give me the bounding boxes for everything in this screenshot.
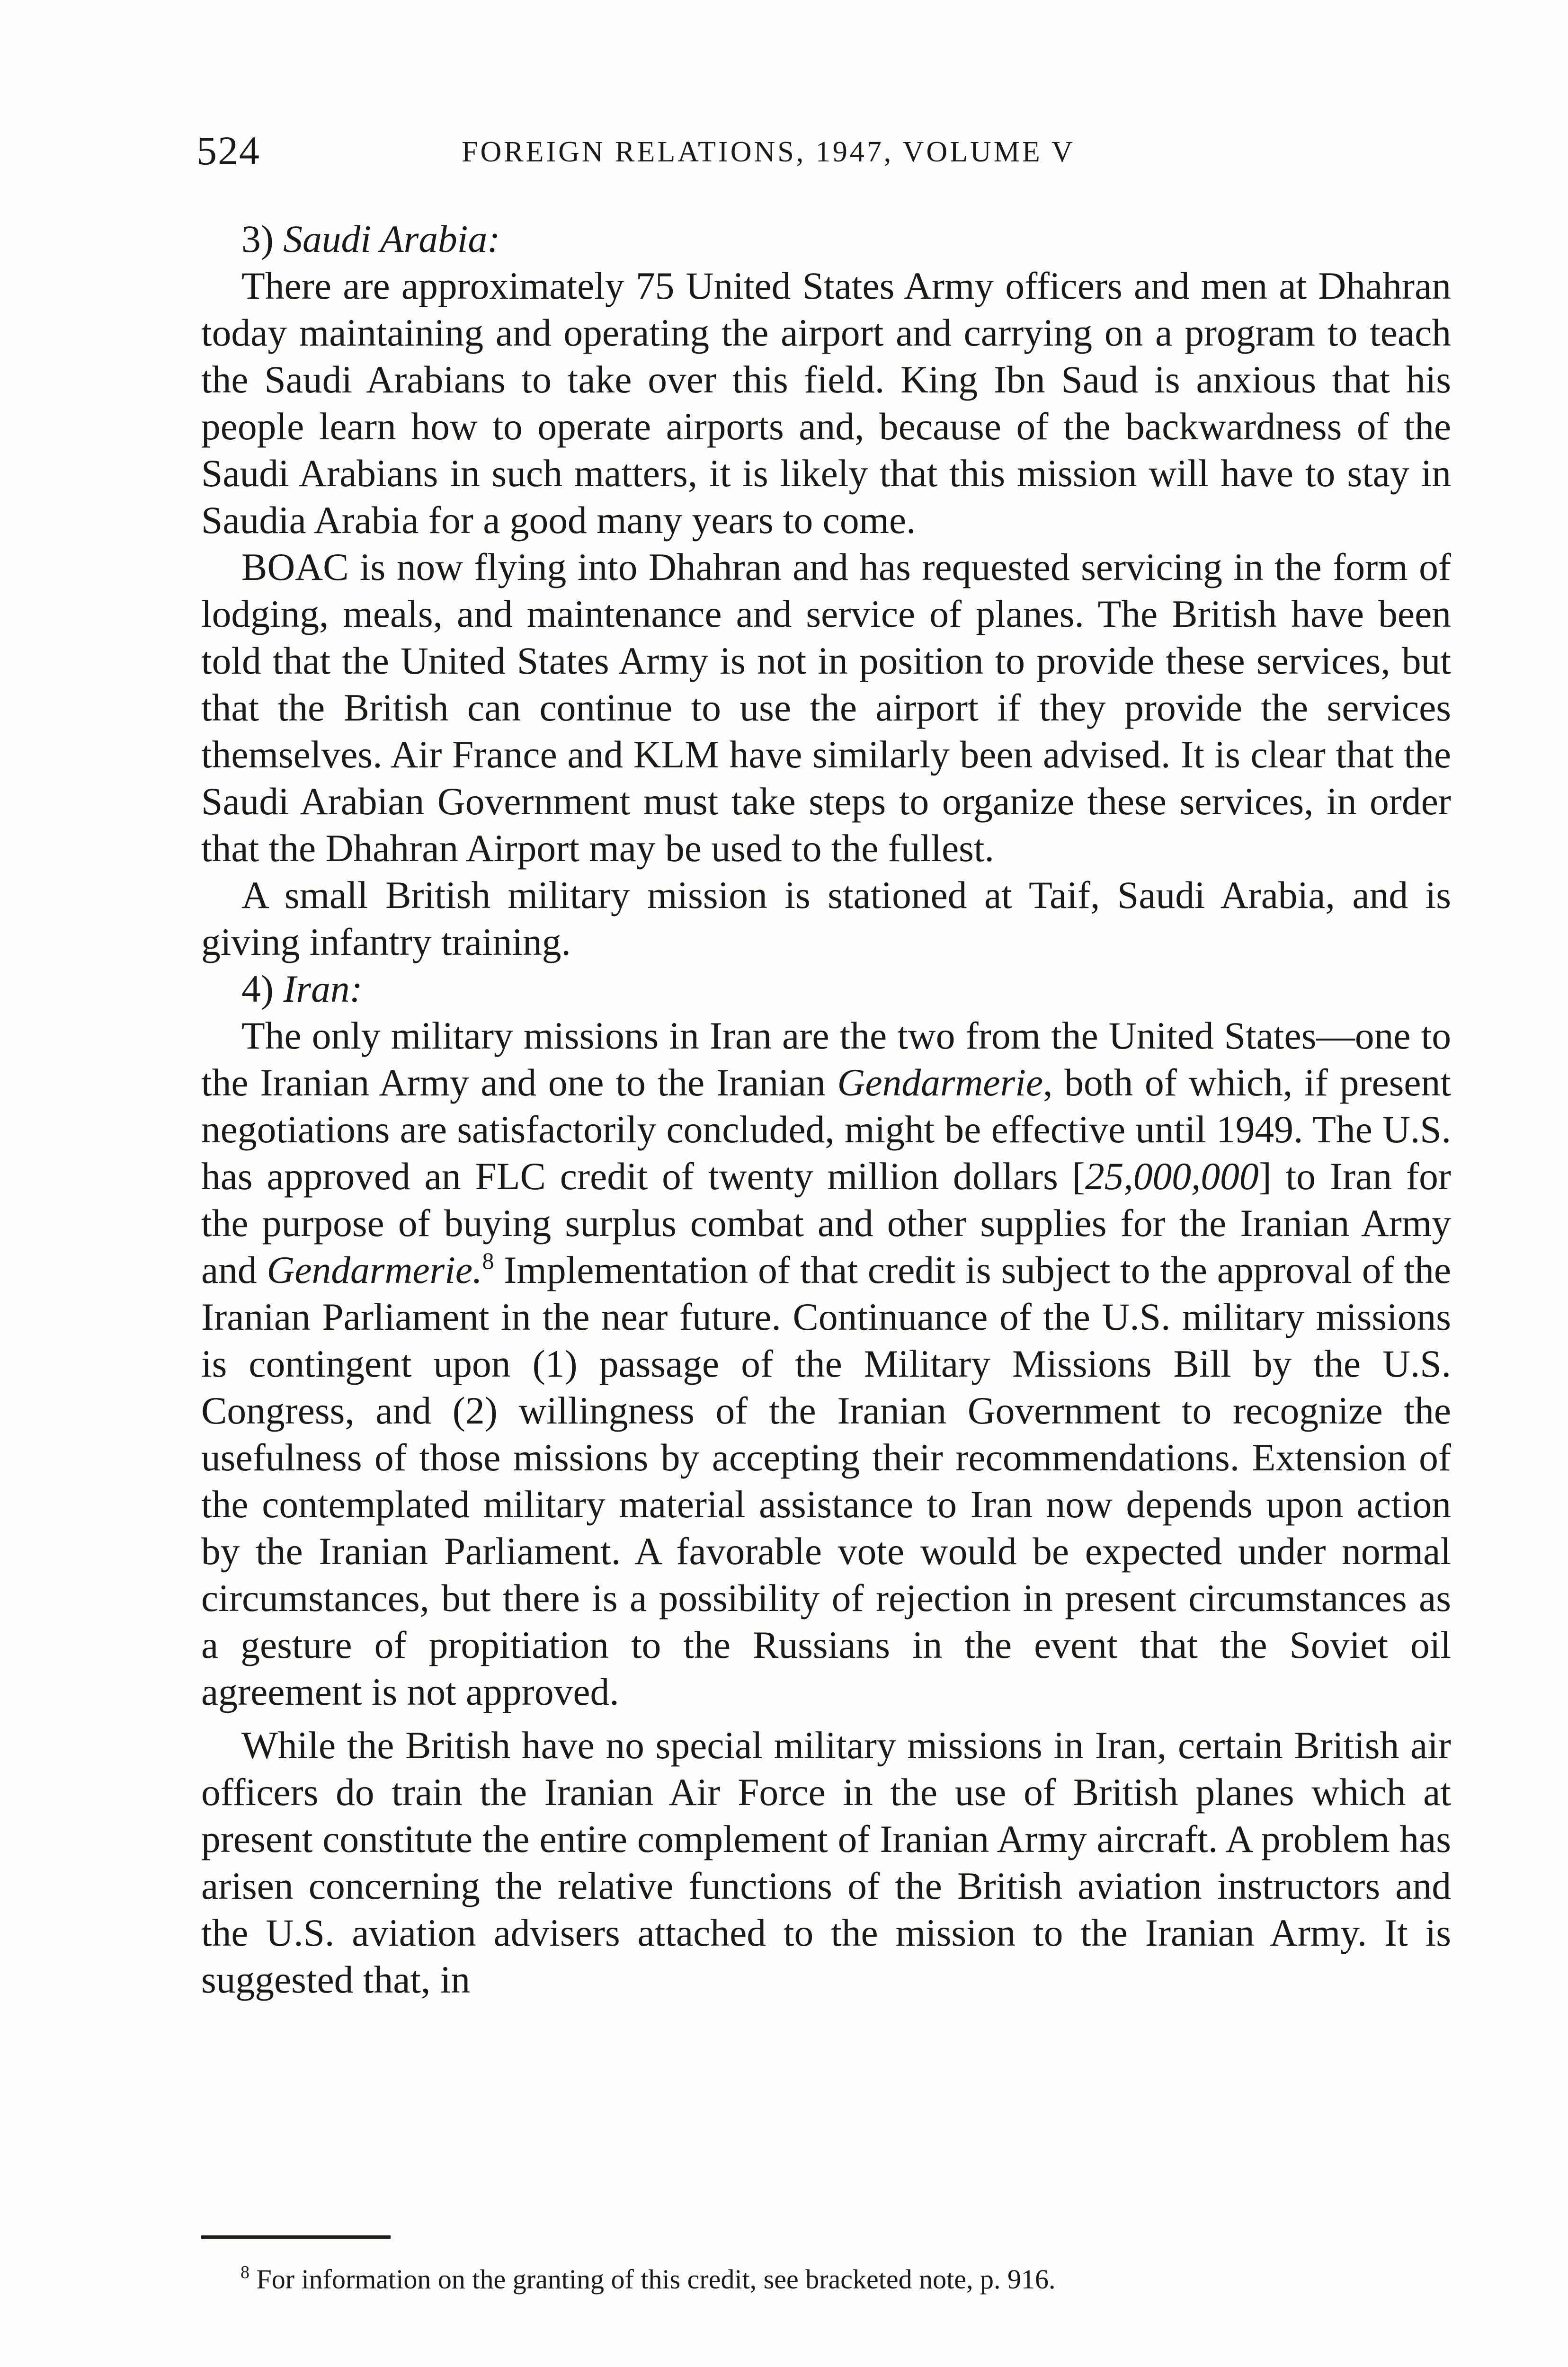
italic-term: Gendarmerie bbox=[837, 1061, 1043, 1104]
italic-amount: 25,000,000 bbox=[1085, 1155, 1259, 1198]
paragraph: There are approximately 75 United States Army officers and men at Dhahran today maintaining and operating the airport and carrying on a program to teach the Saudi Arabians to take over this field. King Ibn Saud is anxious that his people learn how to operate airports and, because of the backwardness of the Saudi Arabians in such matters, it is likely that this mission will have to stay in Saudia Arabia for a good many years to come. bbox=[201, 264, 1451, 542]
footnote-divider bbox=[201, 2235, 391, 2239]
footnote bbox=[241, 2263, 1056, 2296]
section-title: Saudi Arabia: bbox=[283, 217, 500, 260]
paragraph: BOAC is now flying into Dhahran and has requested servicing in the form of lodging, meals, and maintenance and service of planes. The British have been told that the United States Army is not in position to provide these services, but that the British can continue to use the airport if they provide the services themselves. Air France and KLM have similarly been advised. It is clear that the Saudi Arabian Government must take steps to organize these services, in order that the Dhahran Airport may be used to the fullest. bbox=[201, 545, 1451, 870]
paragraph: A small British military mission is stationed at Taif, Saudi Arabia, and is giving infantry training. bbox=[201, 873, 1451, 963]
italic-term: Gendarmerie. bbox=[267, 1248, 482, 1291]
section-heading-saudi-arabia bbox=[201, 215, 1451, 262]
text-run: , both of which, if present negotiations are satisfactorily concluded, might be effective until 1949. The U.S. has approved an FLC credit of twenty million dollars [ bbox=[201, 1061, 1451, 1198]
footnote-reference[interactable]: 8 bbox=[482, 1247, 494, 1274]
paragraph bbox=[201, 1012, 1451, 1715]
page-number: 524 bbox=[196, 128, 260, 173]
section-title: Iran: bbox=[283, 967, 363, 1010]
paragraph: While the British have no special military missions in Iran, certain British air officers do train the Iranian Air Force in the use of British planes which at present constitute the entire complement of Iranian Army aircraft. A problem has arisen concerning the relative functions of the British aviation instructors and the U.S. aviation advisers attached to the mission to the Iranian Army. It is suggested that, in bbox=[201, 1724, 1451, 2001]
text-run: Implementation of that credit is subject to the approval of the Iranian Parliament in the near future. Continuance of the U.S. military missions is contingent upon (1) passage of the Military Missions Bill by the U.S. Congress, and (2) willingness of the Iranian Government to recognize the usefulness of those missions by accepting their recommendations. Extension of the contemplated military material assistance to Iran now depends upon action by the Iranian Parliament. A favorable vote would be expected under normal circumstances, but there is a possibility of rejection in present circumstances as a gesture of propitiation to the Russians in the event that the Soviet oil agreement is not approved. bbox=[201, 1248, 1451, 1713]
running-head bbox=[196, 127, 1456, 179]
footnote-text: For information on the granting of this credit, see bracketed note, p. 916. bbox=[249, 2264, 1056, 2295]
body-text bbox=[201, 215, 1451, 2003]
text-run: ] to Iran for the purpose of buying surplus combat and other supplies for the Iranian Army and bbox=[201, 1155, 1451, 1291]
section-number: 4) bbox=[241, 967, 274, 1010]
section-heading-iran bbox=[201, 965, 1451, 1012]
footnote-marker: 8 bbox=[241, 2262, 249, 2282]
text-run: The only military missions in Iran are the two from the United States—one to the Iranian Army and one to the Iranian bbox=[201, 1014, 1451, 1104]
running-title: FOREIGN RELATIONS, 1947, VOLUME V bbox=[462, 136, 1075, 168]
section-number: 3) bbox=[241, 217, 274, 260]
